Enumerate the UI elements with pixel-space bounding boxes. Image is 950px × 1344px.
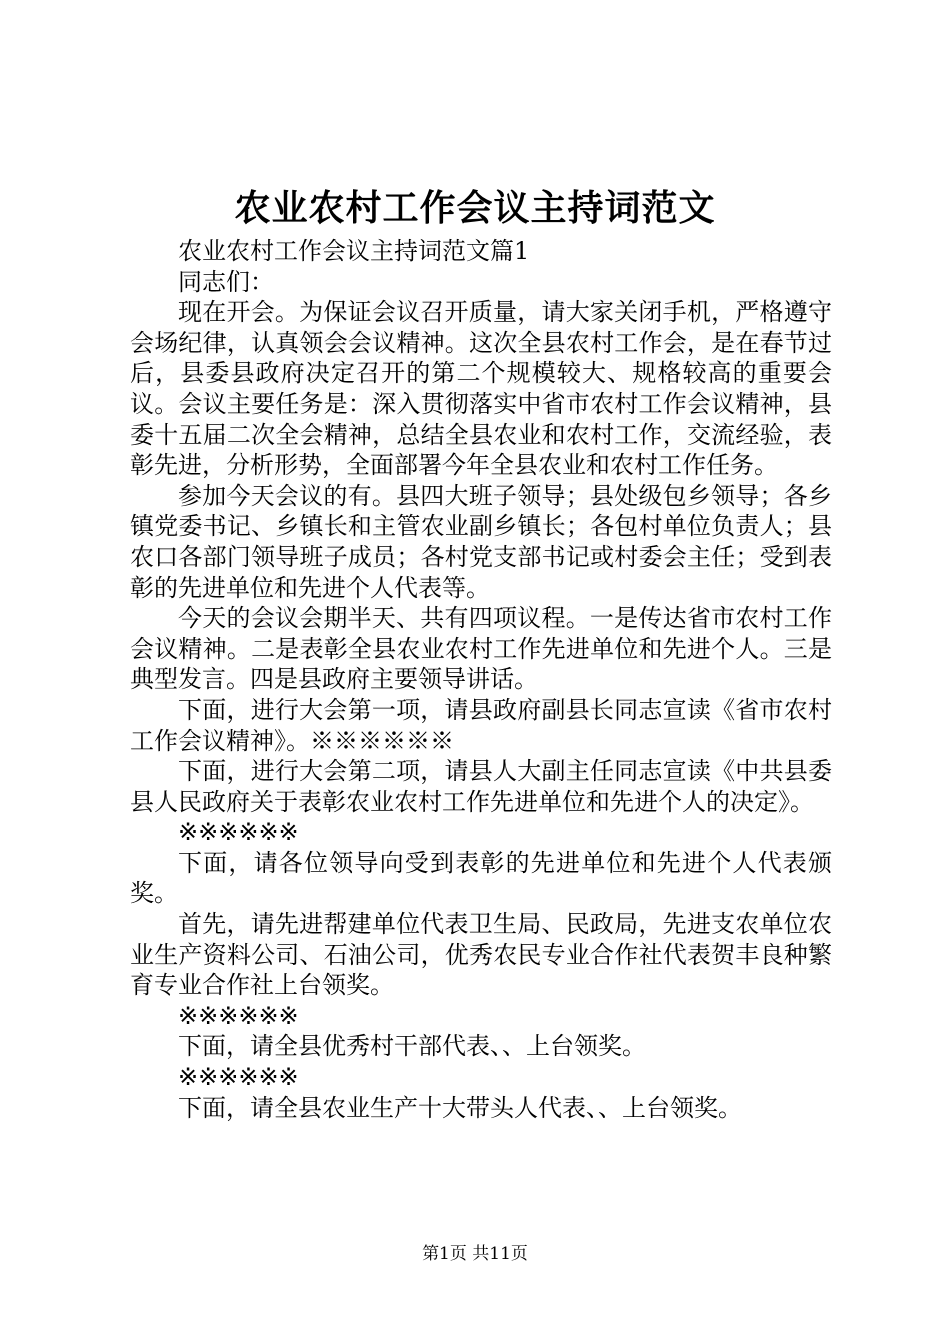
- page-number-footer: 第1页 共11页: [422, 1244, 528, 1264]
- document-title: 农业农村工作会议主持词范文: [234, 187, 716, 229]
- paragraph-item-one: 下面，进行大会第一项，请县政府副县长同志宣读《省市农村工作会议精神》。※※※※※※: [130, 695, 832, 755]
- paragraph-awards-intro: 下面，请各位领导向受到表彰的先进单位和先进个人代表颁奖。: [130, 848, 832, 908]
- paragraph-item-two: 下面，进行大会第二项，请县人大副主任同志宣读《中共县委县人民政府关于表彰农业农村工作先进单位和先进个人的决定》。: [130, 757, 832, 816]
- paragraph-awards-units: 首先，请先进帮建单位代表卫生局、民政局，先进支农单位农业生产资料公司、石油公司，优秀农民专业合作社代表贺丰良种繁育专业合作社上台领奖。: [130, 910, 832, 1000]
- paragraph-separator: ※※※※※※: [178, 818, 299, 847]
- paragraph-attendees: 参加今天会议的有。县四大班子领导；县处级包乡领导；各乡镇党委书记、乡镇长和主管农业副乡镇长；各包村单位负责人；县农口各部门领导班子成员；各村党支部书记或村委会主任；受到表彰的先进单位和先进个人代表等。: [130, 481, 832, 602]
- document-body: [130, 236, 832, 1123]
- paragraph-separator: ※※※※※※: [178, 1001, 299, 1030]
- paragraph-awards-village-cadres: 下面，请全县优秀村干部代表、、上台领奖。: [178, 1032, 646, 1061]
- paragraph-awards-leaders: 下面，请全县农业生产十大带头人代表、、上台领奖。: [178, 1093, 742, 1122]
- paragraph-separator: ※※※※※※: [178, 1063, 299, 1092]
- paragraph-salutation: 同志们：: [178, 267, 274, 296]
- paragraph-opening: 现在开会。为保证会议召开质量，请大家关闭手机，严格遵守会场纪律，认真领会会议精神。这次全县农村工作会，是在春节过后，县委县政府决定召开的第二个规模较大、规格较高的重要会议。会议主要任务是：深入贯彻落实中省市农村工作会议精神，县委十五届二次全会精神，总结全县农业和农村工作，交流经验，表彰先进，分析形势，全面部署今年全县农业和农村工作任务。: [130, 298, 832, 480]
- paragraph-agenda: 今天的会议会期半天、共有四项议程。一是传达省市农村工作会议精神。二是表彰全县农业农村工作先进单位和先进个人。三是典型发言。四是县政府主要领导讲话。: [130, 604, 832, 694]
- paragraph-subtitle: 农业农村工作会议主持词范文篇1: [178, 237, 530, 265]
